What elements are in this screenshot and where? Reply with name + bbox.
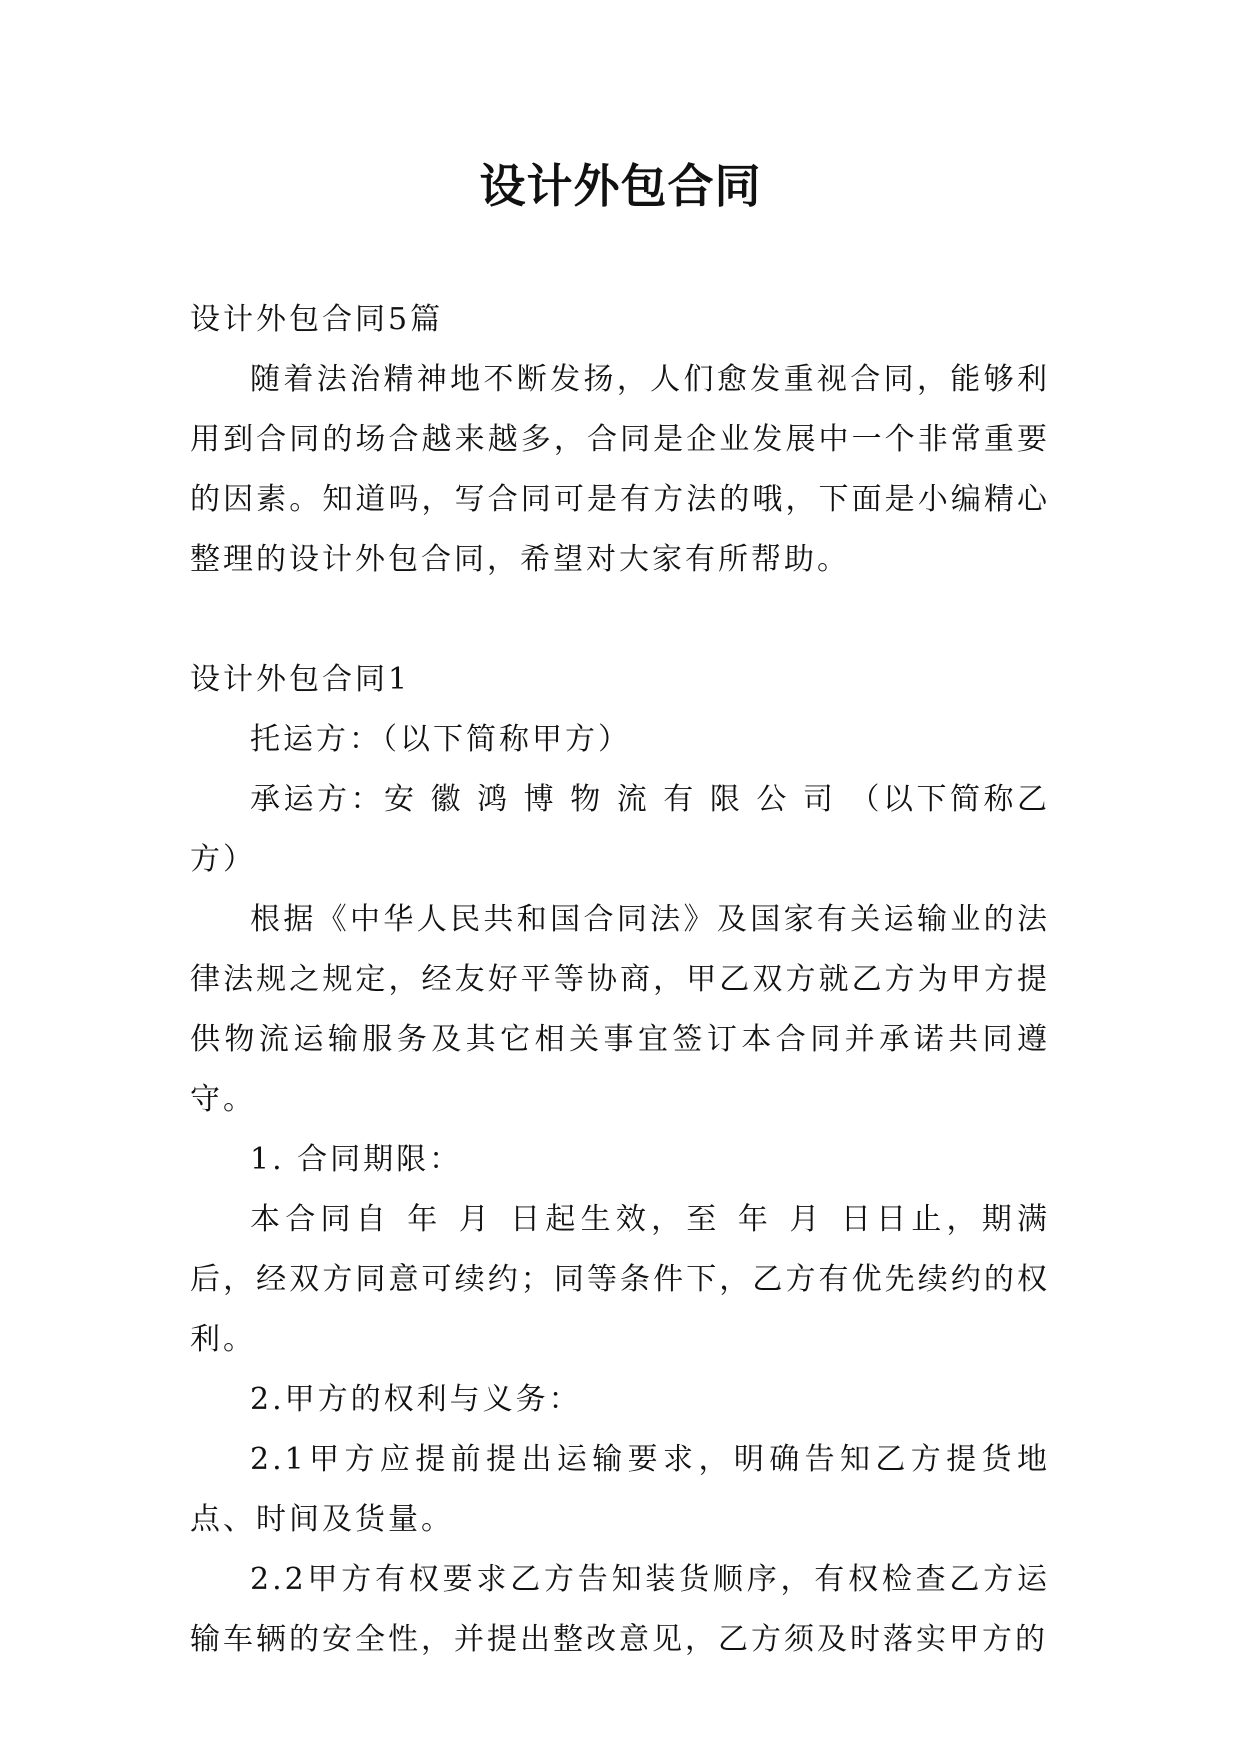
basis-paragraph: 根据《中华人民共和国合同法》及国家有关运输业的法律法规之规定，经友好平等协商，甲乙双方就乙方为甲方提供物流运输服务及其它相关事宜签订本合同并承诺共同遵守。 — [190, 902, 1050, 1117]
intro-paragraph: 随着法治精神地不断发扬，人们愈发重视合同，能够利用到合同的场合越来越多，合同是企业发展中一个非常重要的因素。知道吗，写合同可是有方法的哦，下面是小编精心整理的设计外包合同，希望对大家有所帮助。 — [190, 362, 1050, 577]
clause-1-title: 1. 合同期限： — [250, 1142, 463, 1177]
clause-1-part: 月 — [456, 1202, 494, 1237]
paragraph-gap — [190, 590, 1050, 650]
document-body — [190, 290, 1050, 1670]
clause-1-part: 年 — [404, 1202, 443, 1237]
clause-1-part: 日日止，期满后，经双方同意可续约；同等条件下，乙方有优先续约的权利。 — [190, 1202, 1051, 1357]
shipper-line: 托运方：（以下简称甲方） — [250, 722, 631, 757]
document-subtitle: 设计外包合同5篇 — [190, 302, 444, 337]
clause-1-part: 年 — [735, 1202, 774, 1237]
clause-1-part: 月 — [787, 1202, 825, 1237]
carrier-line: 承运方：安 徽 鸿 博 物 流 有 限 公 司 （以下简称乙方） — [190, 782, 1050, 877]
clause-2-title: 2.甲方的权利与义务： — [250, 1382, 582, 1417]
clause-2-1: 2.1甲方应提前提出运输要求，明确告知乙方提货地点、时间及货量。 — [190, 1442, 1050, 1537]
section-heading: 设计外包合同1 — [190, 662, 411, 697]
clause-1-part: 本合同自 — [250, 1202, 391, 1237]
document-title: 设计外包合同 — [479, 159, 762, 213]
clause-1-part: 日起生效，至 — [507, 1202, 722, 1237]
clause-1-text — [190, 1190, 1050, 1370]
clause-2-2: 2.2甲方有权要求乙方告知装货顺序，有权检查乙方运输车辆的安全性，并提出整改意见，乙方须及时落实甲方的 — [190, 1562, 1050, 1657]
